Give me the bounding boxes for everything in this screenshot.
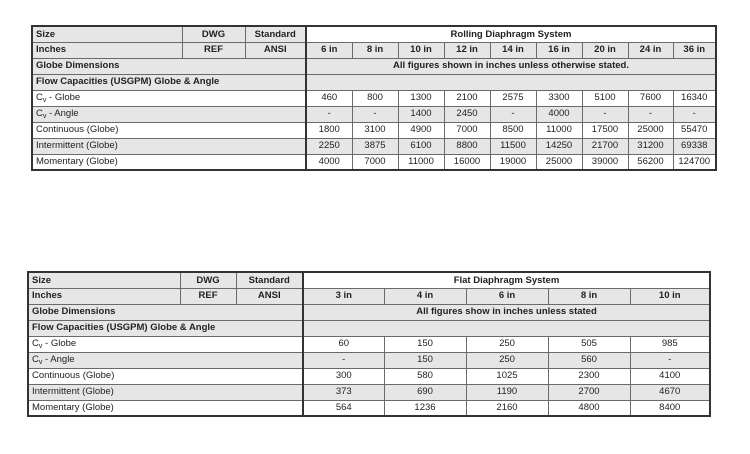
value-cell: 2300 (548, 368, 630, 384)
row-label: Continuous (Globe) (32, 122, 306, 138)
value-cell: 460 (306, 90, 352, 106)
value-cell: 373 (303, 384, 384, 400)
table-row (28, 336, 710, 352)
value-cell: 8800 (444, 138, 490, 154)
value-cell: 6100 (398, 138, 444, 154)
value-cell: 60 (303, 336, 384, 352)
value-cell: 150 (384, 352, 466, 368)
row-label: Intermittent (Globe) (28, 384, 303, 400)
table-row (28, 368, 710, 384)
row-label: Momentary (Globe) (28, 400, 303, 416)
value-cell: 19000 (490, 154, 536, 170)
globe-dimensions-label: Globe Dimensions (32, 58, 306, 74)
value-cell: 17500 (582, 122, 628, 138)
value-cell: 8500 (490, 122, 536, 138)
value-cell: 560 (548, 352, 630, 368)
value-cell: 7000 (444, 122, 490, 138)
value-cell: 2575 (490, 90, 536, 106)
table-row (32, 90, 716, 106)
value-cell: 2100 (444, 90, 490, 106)
value-cell: 124700 (673, 154, 716, 170)
value-cell: 580 (384, 368, 466, 384)
ansi-label: ANSI (236, 288, 303, 304)
value-cell: 1800 (306, 122, 352, 138)
row-label: $C_v$ - Globe (28, 336, 303, 352)
value-cell: 11000 (536, 122, 582, 138)
value-cell: 16340 (673, 90, 716, 106)
value-cell: 564 (303, 400, 384, 416)
value-cell: - (630, 352, 710, 368)
value-cell: - (628, 106, 673, 122)
value-cell: 505 (548, 336, 630, 352)
value-cell: 5100 (582, 90, 628, 106)
table-row (28, 384, 710, 400)
row-label: Momentary (Globe) (32, 154, 306, 170)
system-title: Rolling Diaphragm System (306, 26, 716, 42)
value-cell: 7600 (628, 90, 673, 106)
table-row (32, 106, 716, 122)
size-col: 3 in (303, 288, 384, 304)
globe-dimensions-label: Globe Dimensions (28, 304, 303, 320)
value-cell: 2160 (466, 400, 548, 416)
dwg-header: DWG (180, 272, 236, 288)
blank-cell (303, 320, 710, 336)
value-cell: 8400 (630, 400, 710, 416)
table-row (32, 154, 716, 170)
value-cell: 3875 (352, 138, 398, 154)
ansi-label: ANSI (245, 42, 306, 58)
size-col: 16 in (536, 42, 582, 58)
value-cell: - (306, 106, 352, 122)
row-label: $C_v$ - Globe (32, 90, 306, 106)
size-header: Size (32, 26, 182, 42)
size-col: 8 in (352, 42, 398, 58)
size-header: Size (28, 272, 180, 288)
value-cell: 4800 (548, 400, 630, 416)
table-row (28, 400, 710, 416)
value-cell: - (303, 352, 384, 368)
value-cell: 1300 (398, 90, 444, 106)
units-note: All figures shown in inches unless otherwise stated. (306, 58, 716, 74)
value-cell: - (490, 106, 536, 122)
units-note: All figures show in inches unless stated (303, 304, 710, 320)
value-cell: 11000 (398, 154, 444, 170)
value-cell: 2250 (306, 138, 352, 154)
blank-cell (306, 74, 716, 90)
value-cell: 4000 (306, 154, 352, 170)
value-cell: 2700 (548, 384, 630, 400)
value-cell: - (582, 106, 628, 122)
value-cell: 4670 (630, 384, 710, 400)
row-label: $C_v$ - Angle (32, 106, 306, 122)
ref-label: REF (180, 288, 236, 304)
standard-header: Standard (236, 272, 303, 288)
value-cell: 800 (352, 90, 398, 106)
value-cell: 985 (630, 336, 710, 352)
value-cell: - (352, 106, 398, 122)
size-col: 24 in (628, 42, 673, 58)
value-cell: 11500 (490, 138, 536, 154)
value-cell: 3100 (352, 122, 398, 138)
value-cell: 31200 (628, 138, 673, 154)
value-cell: 7000 (352, 154, 398, 170)
table-row (32, 138, 716, 154)
value-cell: 56200 (628, 154, 673, 170)
value-cell: 14250 (536, 138, 582, 154)
row-label: $C_v$ - Angle (28, 352, 303, 368)
value-cell: 1236 (384, 400, 466, 416)
system-title: Flat Diaphragm System (303, 272, 710, 288)
size-col: 10 in (630, 288, 710, 304)
size-col: 6 in (306, 42, 352, 58)
value-cell: 25000 (536, 154, 582, 170)
table-row (28, 352, 710, 368)
table-row (32, 122, 716, 138)
value-cell: 21700 (582, 138, 628, 154)
flow-capacities-label: Flow Capacities (USGPM) Globe & Angle (32, 74, 306, 90)
value-cell: 4000 (536, 106, 582, 122)
size-col: 8 in (548, 288, 630, 304)
flat-diaphragm-table (27, 271, 711, 417)
size-col: 12 in (444, 42, 490, 58)
value-cell: 1025 (466, 368, 548, 384)
value-cell: 3300 (536, 90, 582, 106)
size-col: 10 in (398, 42, 444, 58)
value-cell: 250 (466, 336, 548, 352)
ref-label: REF (182, 42, 245, 58)
value-cell: - (673, 106, 716, 122)
value-cell: 150 (384, 336, 466, 352)
inches-label: Inches (28, 288, 180, 304)
value-cell: 1400 (398, 106, 444, 122)
value-cell: 16000 (444, 154, 490, 170)
size-col: 4 in (384, 288, 466, 304)
rolling-diaphragm-table (31, 25, 717, 171)
size-col: 14 in (490, 42, 536, 58)
dwg-header: DWG (182, 26, 245, 42)
value-cell: 300 (303, 368, 384, 384)
value-cell: 690 (384, 384, 466, 400)
size-col: 20 in (582, 42, 628, 58)
row-label: Intermittent (Globe) (32, 138, 306, 154)
value-cell: 4100 (630, 368, 710, 384)
value-cell: 2450 (444, 106, 490, 122)
value-cell: 25000 (628, 122, 673, 138)
size-col: 6 in (466, 288, 548, 304)
value-cell: 250 (466, 352, 548, 368)
value-cell: 4900 (398, 122, 444, 138)
value-cell: 55470 (673, 122, 716, 138)
value-cell: 1190 (466, 384, 548, 400)
row-label: Continuous (Globe) (28, 368, 303, 384)
value-cell: 39000 (582, 154, 628, 170)
size-col: 36 in (673, 42, 716, 58)
value-cell: 69338 (673, 138, 716, 154)
standard-header: Standard (245, 26, 306, 42)
flow-capacities-label: Flow Capacities (USGPM) Globe & Angle (28, 320, 303, 336)
inches-label: Inches (32, 42, 182, 58)
